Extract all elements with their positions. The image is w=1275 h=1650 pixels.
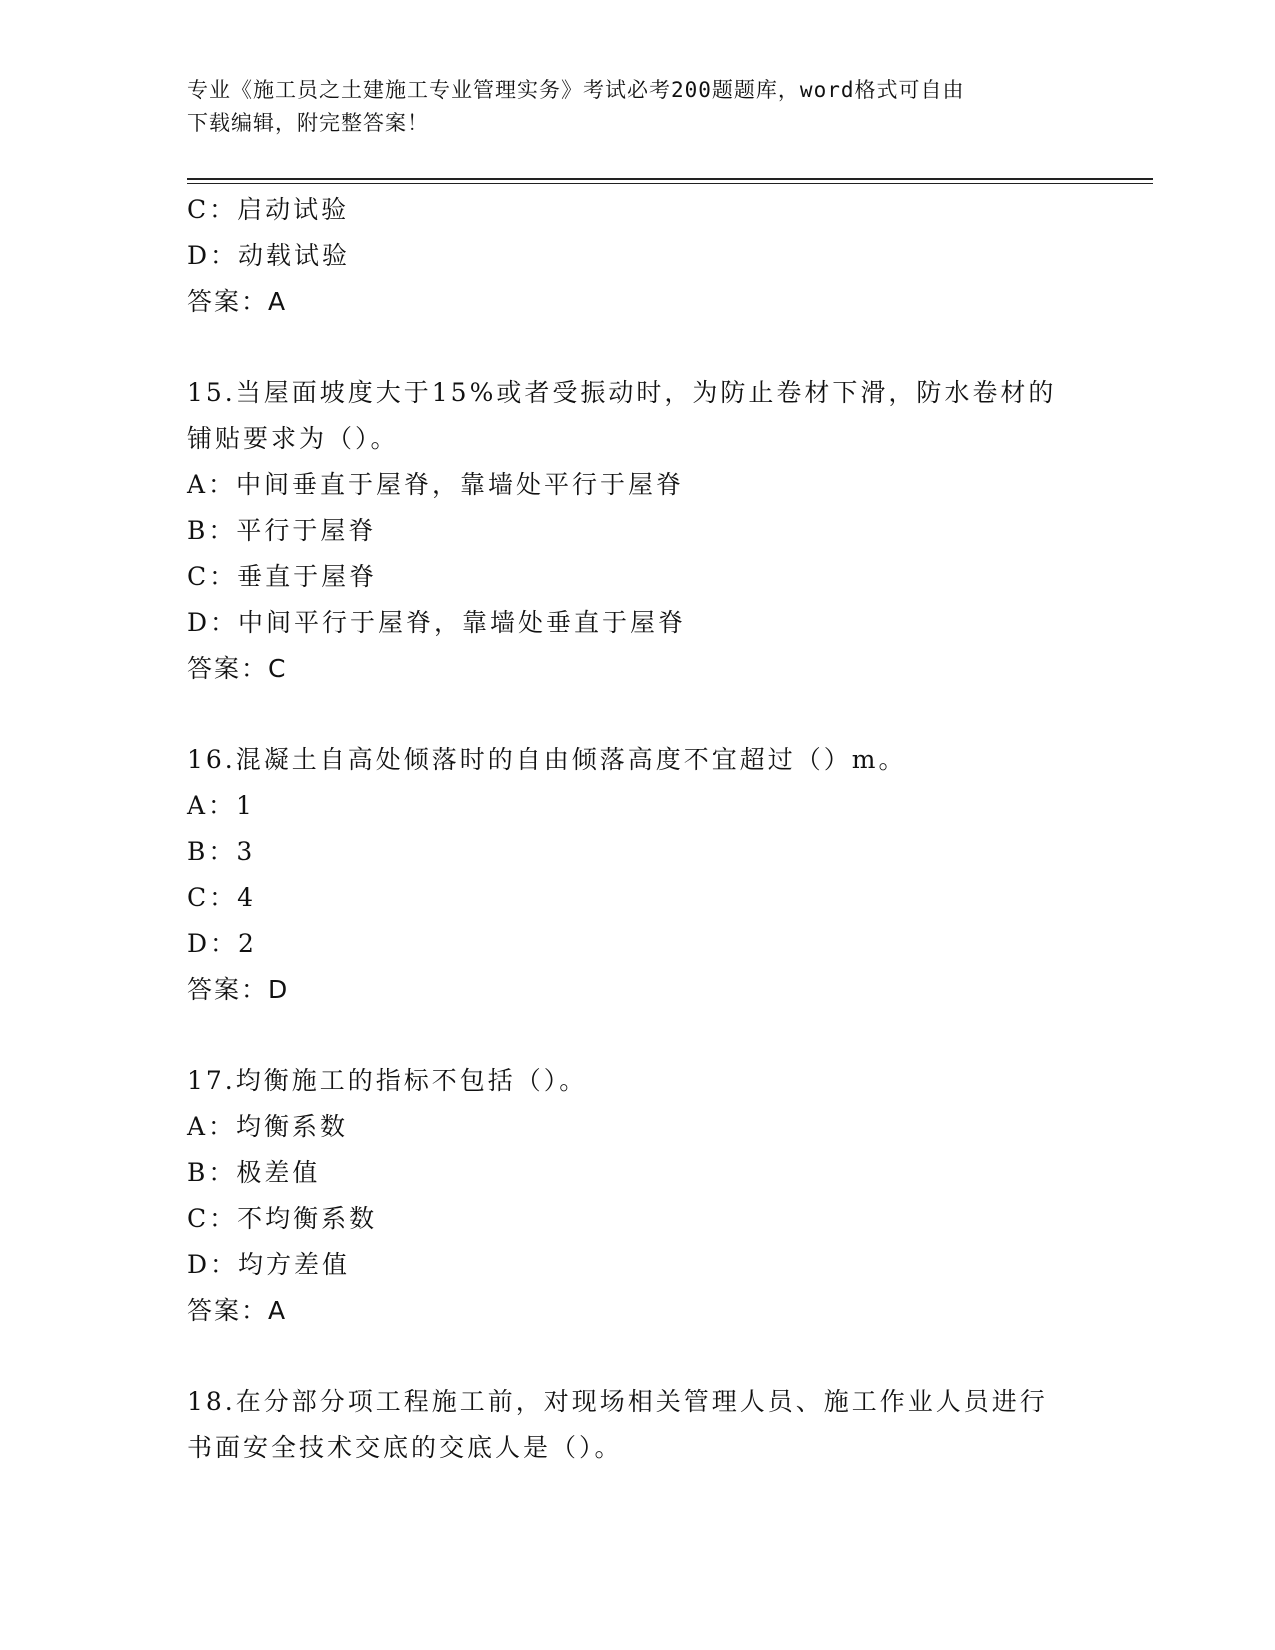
option-d: D：均方差值 [187,1250,351,1279]
option-b: B：3 [187,837,256,866]
question-gap [187,692,1087,737]
option-a: A：均衡系数 [187,1112,349,1141]
option-a: A：1 [187,791,255,820]
question-gap [187,1013,1087,1058]
question-gap [187,1334,1087,1379]
option-c: C：启动试验 [187,195,350,224]
question-stem: 16.混凝土自高处倾落时的自由倾落高度不宜超过（）m。 [187,745,907,774]
option-c: C：不均衡系数 [187,1204,378,1233]
answer-line: 答案：A [187,287,288,316]
question-stem: 18.在分部分项工程施工前，对现场相关管理人员、施工作业人员进行 [187,1387,1048,1416]
option-c: C：4 [187,883,257,912]
option-a: A：中间垂直于屋脊，靠墙处平行于屋脊 [187,470,685,499]
answer-line: 答案：D [187,975,290,1004]
question-stem-continued: 书面安全技术交底的交底人是（）。 [187,1433,623,1462]
question-16 [187,737,1087,1013]
question-17 [187,1058,1087,1334]
option-d: D：中间平行于屋脊，靠墙处垂直于屋脊 [187,608,687,637]
option-b: B：极差值 [187,1158,321,1187]
question-list [187,187,1087,1471]
header-divider-thick [187,178,1153,180]
question-gap [187,325,1087,370]
question-18 [187,1379,1087,1471]
option-d: D：2 [187,929,257,958]
option-d: D：动载试验 [187,241,351,270]
header-divider-thin [187,183,1153,184]
option-c: C：垂直于屋脊 [187,562,378,591]
header-line-1: 专业《施工员之土建施工专业管理实务》考试必考200题题库，word格式可自由 [187,78,965,102]
question-stem-continued: 铺贴要求为（）。 [187,424,399,453]
previous-question-tail [187,187,1087,325]
question-stem: 15.当屋面坡度大于15%或者受振动时，为防止卷材下滑，防水卷材的 [187,378,1057,407]
question-stem: 17.均衡施工的指标不包括（）。 [187,1066,588,1095]
answer-line: 答案：C [187,654,288,683]
question-15 [187,370,1087,692]
option-b: B：平行于屋脊 [187,516,377,545]
answer-line: 答案：A [187,1296,288,1325]
header-line-2: 下载编辑，附完整答案！ [187,111,429,135]
document-header [187,74,1067,140]
